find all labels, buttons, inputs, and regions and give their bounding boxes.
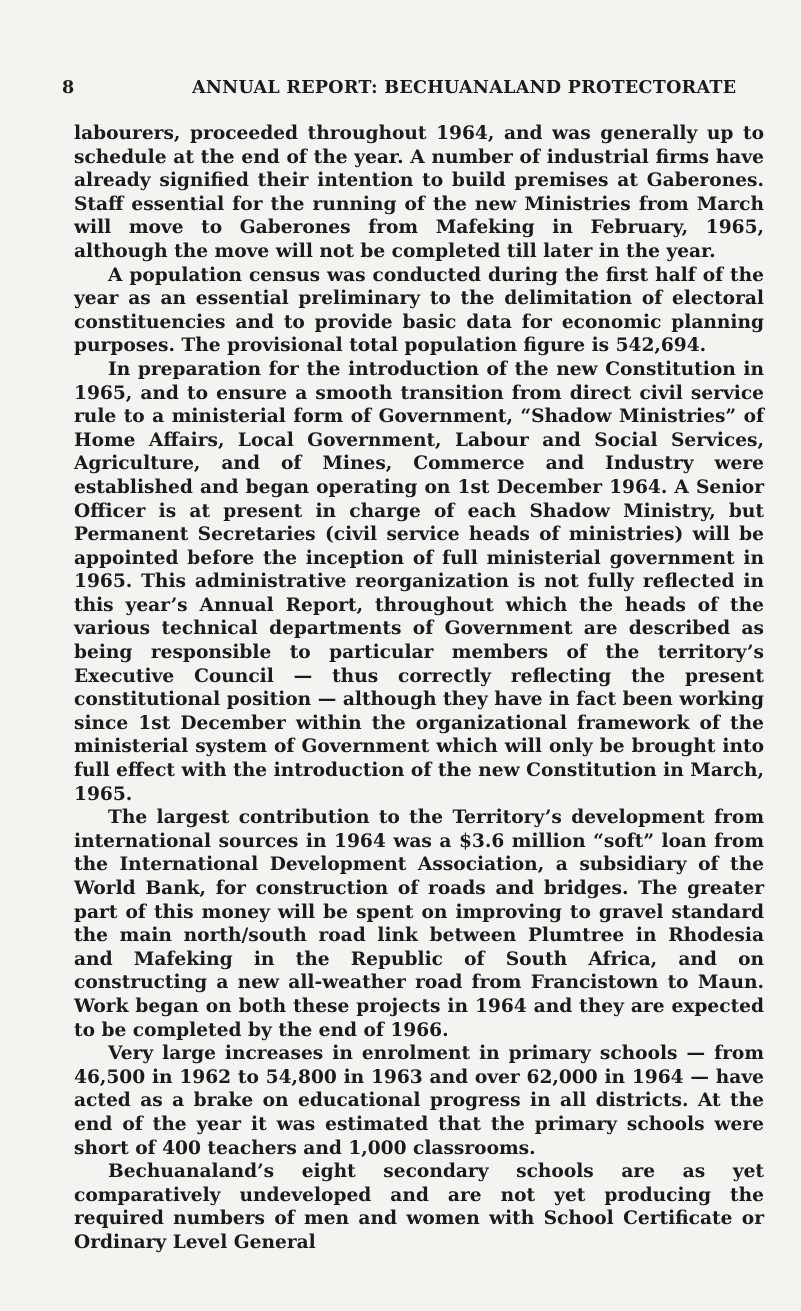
paragraph-continuation: labourers, proceeded throughout 1964, and was generally up to schedule at the end of the year. A number of industrial firms have already signified their intention to build premises at Gaberones. Staff essential for the running of the new Ministries from March will move to Gaberones from Mafeking in February, 1965, although the move will not be completed till later in the year. [74, 123, 764, 262]
paragraph-constitution: In preparation for the introduction of the new Constitution in 1965, and to ensure a smooth transition from direct civil service rule to a ministerial form of Government, “Shadow Ministries” of Home Affairs, Local Government, Labour and Social Services, Agriculture, and of Mines, Commerce and Industry were established and began operating on 1st December 1964. A Senior Officer is at present in charge of each Shadow Ministry, but Permanent Secretaries (civil service heads of ministries) will be appointed before the inception of full ministerial government in 1965. This administrative reorganization is not fully reflected in this year’s Annual Report, throughout which the heads of the various technical departments of Government are described as being responsible to particular members of the territory’s Executive Council — thus correctly reflecting the present constitutional position — although they have in fact been working since 1st December within the organizational framework of the ministerial system of Government which will only be brought into full effect with the introduction of the new Constitution in March, 1965. [74, 358, 764, 805]
page-header [62, 78, 752, 104]
running-head: ANNUAL REPORT: BECHUANALAND PROTECTORATE [192, 78, 737, 98]
page-number: 8 [62, 78, 75, 98]
paragraph-primary-schools: Very large increases in enrolment in primary schools — from 46,500 in 1962 to 54,800 in 1963 and over 62,000 in 1964 — have acted as a brake on educational progress in all districts. At the end of the year it was estimated that the primary schools were short of 400 teachers and 1,000 classrooms. [74, 1043, 764, 1159]
body-text [74, 122, 764, 1255]
paragraph-secondary-schools: Bechuanaland’s eight secondary schools are as yet comparatively undeveloped and are not yet producing the required numbers of men and women with School Certificate or Ordinary Level General [74, 1161, 764, 1253]
paragraph-census: A population census was conducted during the first half of the year as an essential preliminary to the delimitation of electoral constituencies and to provide basic data for economic planning purposes. The provisional total population figure is 542,694. [74, 264, 764, 357]
paragraph-loan: The largest contribution to the Territory’s development from international sources in 1964 was a $3.6 million “soft” loan from the International Development Association, a subsidiary of the World Bank, for construction of roads and bridges. The greater part of this money will be spent on improving to gravel standard the main north/south road link between Plumtree in Rhodesia and Mafeking in the Republic of South Africa, and on constructing a new all-weather road from Francistown to Maun. Work began on both these projects in 1964 and they are expected to be completed by the end of 1966. [74, 807, 764, 1041]
